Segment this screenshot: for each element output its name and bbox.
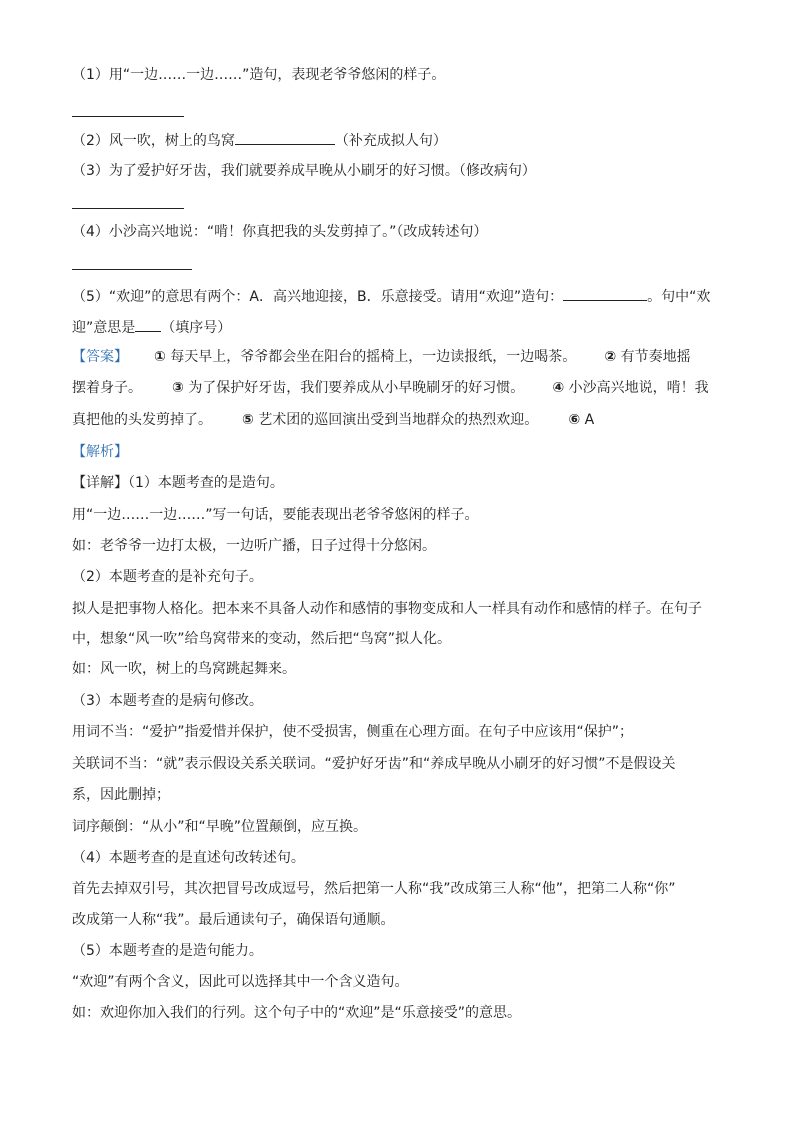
answer-4: 小沙高兴地说，啃！我 bbox=[568, 380, 709, 396]
detail-line: “欢迎”有两个含义，因此可以选择其中一个含义造句。 bbox=[72, 974, 409, 990]
question-5 bbox=[72, 286, 710, 306]
question-1: （1）用“一边……一边……”造句，表现老爷爷悠闲的样子。 bbox=[72, 67, 446, 83]
detail-line: 如：欢迎你加入我们的行列。这个句子中的“欢迎”是“乐意接受”的意思。 bbox=[72, 1005, 522, 1021]
question-2 bbox=[72, 130, 447, 150]
answer-2-cont: 摆着身子。 bbox=[72, 380, 142, 396]
answer-blank-5[interactable] bbox=[563, 286, 647, 301]
answer-number-2: ② bbox=[604, 349, 617, 365]
answer-blank-1[interactable] bbox=[72, 116, 184, 117]
question-2-hint: （补充成拟人句） bbox=[334, 133, 447, 149]
question-5-text2: 迎”意思是 bbox=[72, 320, 136, 336]
detail-line: （2）本题考查的是补充句子。 bbox=[72, 569, 263, 585]
answer-5: 艺术团的巡回演出受到当地群众的热烈欢迎。 bbox=[258, 412, 539, 428]
question-5-hint: （填序号） bbox=[161, 320, 232, 336]
detail-line: 拟人是把事物人格化。把本来不具备人动作和感情的事物变成和人一样具有动作和感情的样子。在句子 bbox=[72, 601, 702, 617]
answer-4-cont: 真把他的头发剪掉了。 bbox=[72, 412, 212, 428]
question-2-text: （2）风一吹，树上的鸟窝 bbox=[72, 133, 235, 149]
answer-blank-3[interactable] bbox=[72, 208, 184, 209]
answer-tag: 【答案】 bbox=[72, 349, 128, 365]
question-4: （4）小沙高兴地说：“啃！你真把我的头发剪掉了。”（改成转述句） bbox=[72, 224, 488, 240]
detail-line: 关联词不当：“就”表示假设关系关联词。“爱护好牙齿”和“养成早晚从小刷牙的好习惯”不是假设关 bbox=[72, 756, 676, 772]
answer-3: 为了保护好牙齿，我们要养成从小早晚刷牙的好习惯。 bbox=[188, 380, 525, 396]
answer-number-5: ⑤ bbox=[242, 412, 254, 428]
answer-2: 有节奏地摇 bbox=[620, 349, 691, 365]
detail-line: 首先去掉双引号，其次把冒号改成逗号，然后把第一人称“我”改成第三人称“他”，把第二人称“你” bbox=[72, 881, 676, 897]
detail-line: 如：老爷爷一边打太极，一边听广播，日子过得十分悠闲。 bbox=[72, 538, 436, 554]
answer-blank-2[interactable] bbox=[235, 130, 335, 145]
question-3: （3）为了爱护好牙齿，我们就要养成早晚从小刷牙的好习惯。（修改病句） bbox=[72, 163, 536, 179]
answer-number-3: ③ bbox=[172, 380, 184, 396]
answer-6: A bbox=[584, 412, 595, 428]
answer-line-2 bbox=[72, 379, 709, 397]
detail-line: 用词不当：“爱护”指爱惜并保护，使不受损害，侧重在心理方面。在句子中应该用“保护”； bbox=[72, 724, 634, 740]
answer-line-3 bbox=[72, 411, 594, 429]
answer-blank-6[interactable] bbox=[135, 317, 161, 332]
question-5-text: （5）“欢迎”的意思有两个：A．高兴地迎接，B．乐意接受。请用“欢迎”造句： bbox=[72, 289, 564, 305]
detail-line: 如：风一吹，树上的鸟窝跳起舞来。 bbox=[72, 661, 296, 677]
detail-line: （3）本题考查的是病句修改。 bbox=[72, 693, 263, 709]
detail-line: 中，想象“风一吹”给鸟窝带来的变动，然后把“鸟窝”拟人化。 bbox=[72, 631, 452, 647]
question-5-tail: 。句中“欢 bbox=[647, 289, 711, 305]
analysis-tag: 【解析】 bbox=[72, 444, 128, 460]
detail-line: 系，因此删掉； bbox=[72, 787, 170, 803]
question-5-line2 bbox=[72, 317, 231, 337]
detail-line: 【详解】（1）本题考查的是造句。 bbox=[72, 475, 284, 491]
answer-number-1: ① bbox=[154, 349, 166, 365]
detail-line: （5）本题考查的是造句能力。 bbox=[72, 943, 263, 959]
answer-1: 每天早上，爷爷都会坐在阳台的摇椅上，一边读报纸，一边喝茶。 bbox=[170, 349, 577, 365]
detail-line: （4）本题考查的是直述句改转述句。 bbox=[72, 850, 305, 866]
answer-number-6: ⑥ bbox=[568, 412, 581, 428]
detail-line: 词序颠倒：“从小”和“早晚”位置颠倒，应互换。 bbox=[72, 819, 368, 835]
detail-line: 用“一边……一边……”写一句话，要能表现出老爷爷悠闲的样子。 bbox=[72, 507, 479, 523]
detail-line: 改成第一人称“我”。最后通读句子，确保语句通顺。 bbox=[72, 912, 395, 928]
answer-line-1 bbox=[72, 348, 691, 366]
answer-blank-4[interactable] bbox=[72, 269, 192, 270]
answer-number-4: ④ bbox=[552, 380, 565, 396]
